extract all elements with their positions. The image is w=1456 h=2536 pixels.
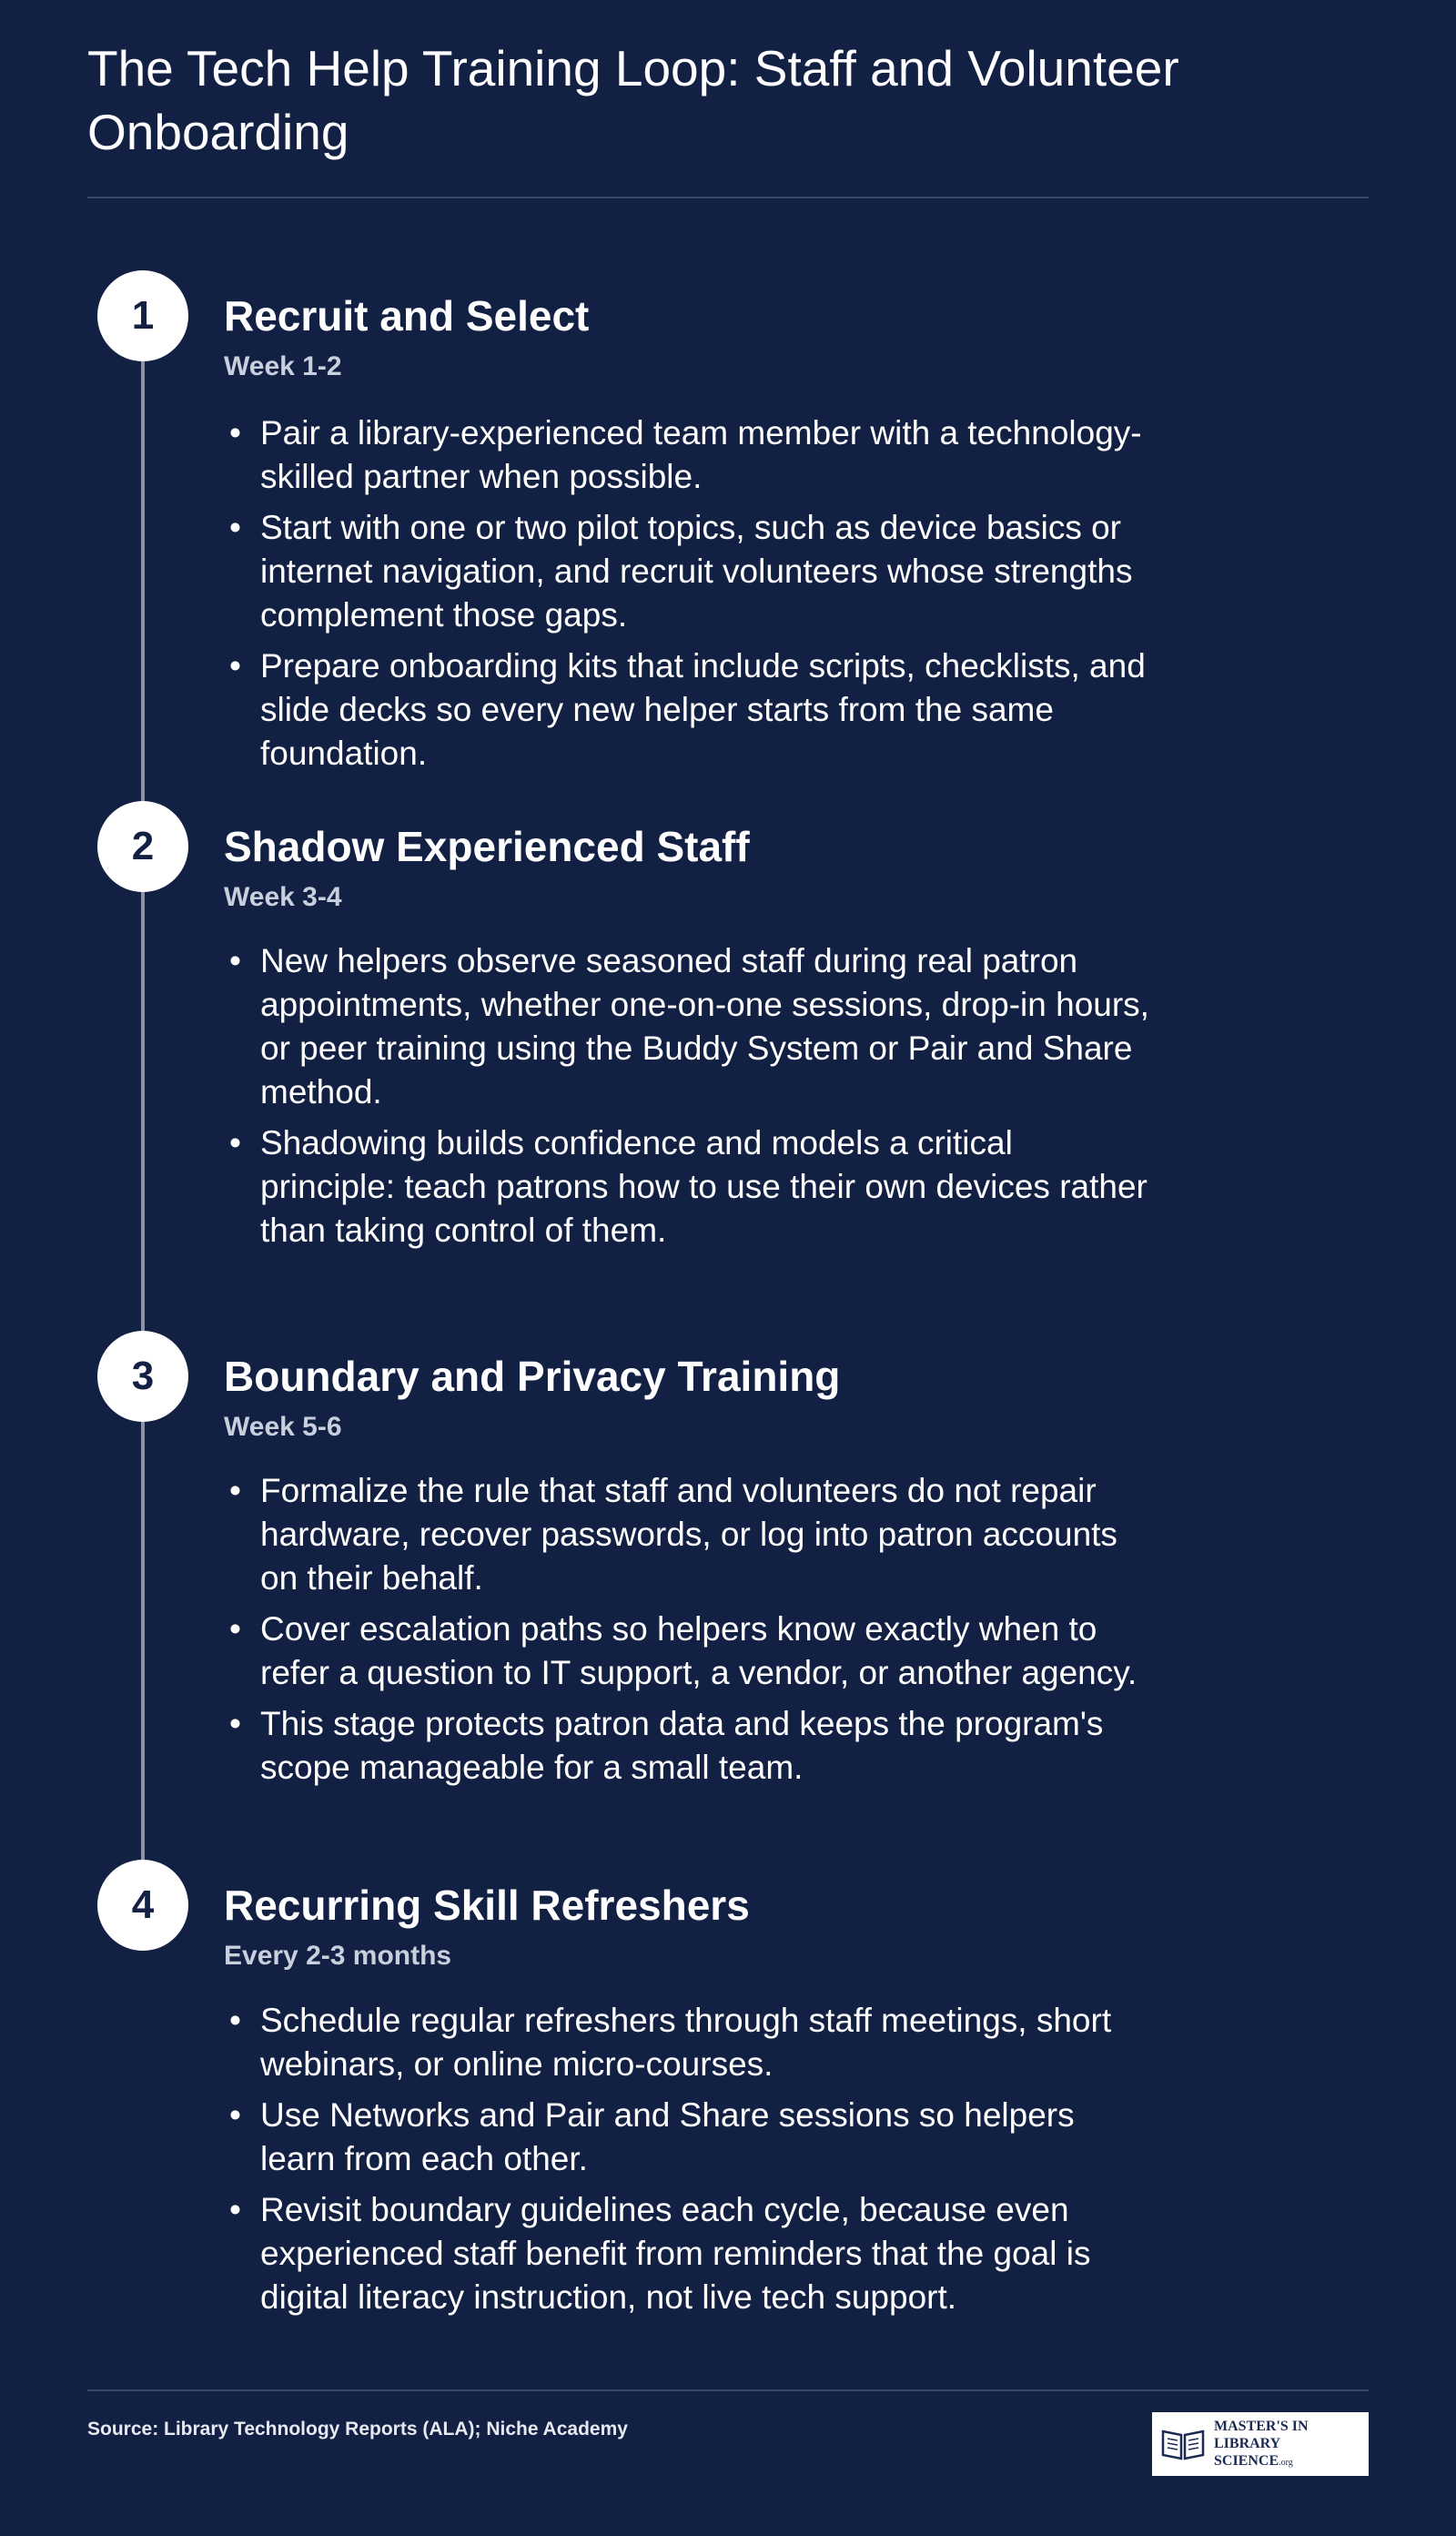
step-4-number-badge: 4 (97, 1860, 188, 1951)
step-4-title: Recurring Skill Refreshers (224, 1882, 750, 1929)
step-2-title: Shadow Experienced Staff (224, 823, 750, 870)
list-item: • Revisit boundary guidelines each cycle, because even experienced staff benefit from reminders that the goal is digital literacy instruction, not live tech support. (224, 2188, 1152, 2319)
source-citation: Source: Library Technology Reports (ALA); Niche Academy (87, 2419, 628, 2440)
bullet-icon: • (229, 2096, 241, 2134)
step-1-number-badge: 1 (97, 270, 188, 361)
list-item: • Schedule regular refreshers through staff meetings, short webinars, or online micro-courses. (224, 1999, 1152, 2086)
list-item: • Prepare onboarding kits that include scripts, checklists, and slide decks so every new helper starts from the same foundation. (224, 644, 1152, 776)
step-4-bullet-list (224, 1999, 1152, 2327)
bullet-icon: • (229, 1124, 241, 1161)
bullet-icon: • (229, 647, 241, 685)
timeline-connector-line (141, 317, 145, 1873)
step-4-timeframe: Every 2-3 months (224, 1941, 452, 1971)
logo-wordmark: MASTER'S IN LIBRARY SCIENCE.org (1214, 2418, 1309, 2469)
list-item: • New helpers observe seasoned staff during real patron appointments, whether one-on-one sessions, drop-in hours, or peer training using the Buddy System or Pair and Share method. (224, 939, 1152, 1114)
step-1-title: Recruit and Select (224, 292, 590, 340)
step-3-bullet-list (224, 1469, 1152, 1797)
list-item: • This stage protects patron data and keeps the program's scope manageable for a small team. (224, 1702, 1152, 1790)
step-1-bullet-list (224, 411, 1152, 783)
footer-divider (87, 2389, 1369, 2391)
step-3-timeframe: Week 5-6 (224, 1412, 342, 1442)
header-divider (87, 197, 1369, 198)
bullet-icon: • (229, 509, 241, 546)
page-title: The Tech Help Training Loop: Staff and Volunteer Onboarding (87, 40, 1179, 160)
bullet-icon: • (229, 942, 241, 979)
open-book-icon (1159, 2426, 1207, 2462)
list-item: • Shadowing builds confidence and models a critical principle: teach patrons how to use their own devices rather than taking control of them. (224, 1121, 1152, 1253)
step-2-number-badge: 2 (97, 801, 188, 892)
list-item: • Start with one or two pilot topics, such as device basics or internet navigation, and recruit volunteers whose strengths complement those gaps. (224, 506, 1152, 637)
bullet-icon: • (229, 1705, 241, 1742)
step-3-number-badge: 3 (97, 1331, 188, 1422)
bullet-icon: • (229, 2002, 241, 2039)
bullet-icon: • (229, 1610, 241, 1648)
step-1-timeframe: Week 1-2 (224, 351, 342, 381)
list-item: • Pair a library-experienced team member with a technology-skilled partner when possible. (224, 411, 1152, 499)
bullet-icon: • (229, 2191, 241, 2228)
step-2-bullet-list (224, 939, 1152, 1260)
list-item: • Formalize the rule that staff and volunteers do not repair hardware, recover passwords, or log into patron accounts on their behalf. (224, 1469, 1152, 1600)
bullet-icon: • (229, 1472, 241, 1509)
bullet-icon: • (229, 414, 241, 451)
step-2-timeframe: Week 3-4 (224, 882, 342, 912)
list-item: • Use Networks and Pair and Share sessions so helpers learn from each other. (224, 2094, 1152, 2181)
list-item: • Cover escalation paths so helpers know exactly when to refer a question to IT support, a vendor, or another agency. (224, 1608, 1152, 1695)
site-logo[interactable] (1152, 2412, 1369, 2476)
step-3-title: Boundary and Privacy Training (224, 1353, 841, 1400)
